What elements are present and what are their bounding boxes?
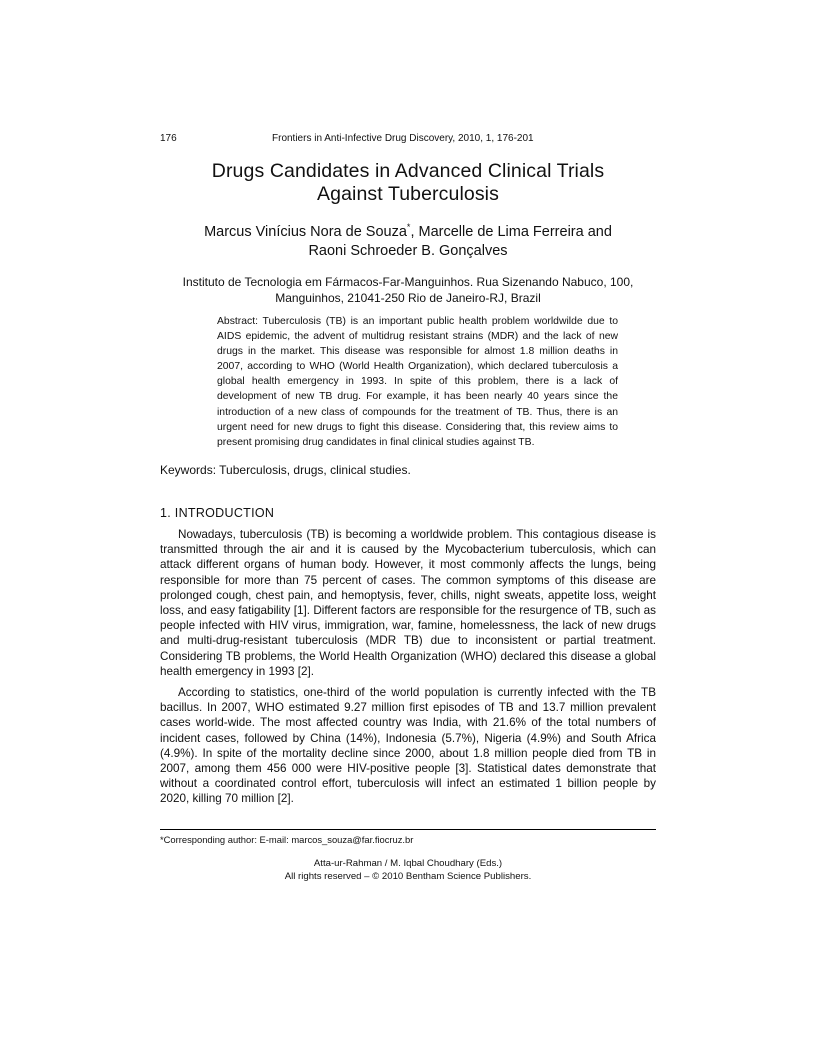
author-ferreira: , Marcelle de Lima Ferreira and xyxy=(410,223,612,240)
keywords-text: Tuberculosis, drugs, clinical studies. xyxy=(219,463,411,477)
body-paragraph: According to statistics, one-third of the world population is currently infected with the TB bacillus. In 2007, WHO estimated 9.27 million first episodes of TB and 13.7 million prevalent cases world-wide. The most affected country was India, with 21.6% of the total numbers of incident cases, followed by China (14%), Indonesia (5.7%), Nigeria (4.9%) and South Africa (4.9%). In spite of the mortality decline since 2000, about 1.8 million people died from TB in 2007, among them 456 000 were HIV-positive people [3]. Statistical dates demonstrate that without a coordinated control effort, tuberculosis will infect an estimated 1 billion people by 2020, killing 70 million [2]. xyxy=(160,686,656,806)
title-line-1: Drugs Candidates in Advanced Clinical Trials xyxy=(211,160,605,182)
corresponding-author-footnote: *Corresponding author: E-mail: marcos_souza@far.fiocruz.br xyxy=(160,834,414,845)
affiliation-line-2: Manguinhos, 21041-250 Rio de Janeiro-RJ, Brazil xyxy=(275,291,541,305)
keywords-label: Keywords: xyxy=(160,463,217,477)
affiliation xyxy=(160,274,656,306)
running-head xyxy=(160,133,656,147)
affiliation-line-1: Instituto de Tecnologia em Fármacos-Far-Manguinhos. Rua Sizenando Nabuco, 100, xyxy=(182,275,634,289)
page-number: 176 xyxy=(160,133,177,144)
author-goncalves: Raoni Schroeder B. Gonçalves xyxy=(308,242,508,259)
keywords xyxy=(160,463,656,478)
article-title xyxy=(160,160,656,206)
author-list xyxy=(160,218,656,261)
section-heading: 1. INTRODUCTION xyxy=(160,506,275,520)
abstract-label: Abstract: xyxy=(217,316,258,327)
author-souza: Marcus Vinícius Nora de Souza xyxy=(204,223,407,240)
author-line-1 xyxy=(160,218,656,242)
publisher-info xyxy=(160,857,656,883)
abstract-text: Tuberculosis (TB) is an important public health problem worldwilde due to AIDS epidemic, the advent of multidrug resistant strains (MDR) and the lack of new drugs in the market. This disease was responsible for almost 1.8 million deaths in 2007, according to WHO (World Health Organization), which declared tuberculosis a global health emergency in 1993. In spite of this problem, there is a lack of development of new TB drug. For example, it has been nearly 40 years since the introduction of a new class of compounds for the treatment of TB. Thus, there is an urgent need for new drugs to fight this disease. Considering that, this review aims to present promising drug candidates in final clinical studies against TB. xyxy=(217,316,619,448)
editors-line: Atta-ur-Rahman / M. Iqbal Choudhary (Eds.) xyxy=(313,858,503,869)
journal-citation: Frontiers in Anti-Infective Drug Discovery, 2010, 1, 176-201 xyxy=(272,133,534,144)
footnote-divider xyxy=(160,829,656,830)
rights-line: All rights reserved – © 2010 Bentham Science Publishers. xyxy=(284,871,532,882)
section-body xyxy=(160,527,656,813)
title-line-2: Against Tuberculosis xyxy=(317,183,499,205)
corresponding-author-mark: * xyxy=(406,222,411,232)
abstract xyxy=(217,314,618,450)
body-paragraph: Nowadays, tuberculosis (TB) is becoming a worldwide problem. This contagious disease is transmitted through the air and it is caused by the Mycobacterium tuberculosis, which can attack different organs of human body. However, it most commonly affects the lungs, being responsible for more than 75 percent of cases. The common symptoms of this disease are prolonged cough, chest pain, and hemoptysis, fever, chills, night sweats, appetite loss, weight loss, and easy fatigability [1]. Different factors are responsible for the resurgence of TB, such as people infected with HIV virus, immigration, war, famine, homelessness, the lack of new drugs and multi-drug-resistant tuberculosis (MDR TB) due to inconsistent or partial treatment. Considering TB problems, the World Health Organization (WHO) declared this disease a global health emergency in 1993 [2]. xyxy=(160,528,656,678)
